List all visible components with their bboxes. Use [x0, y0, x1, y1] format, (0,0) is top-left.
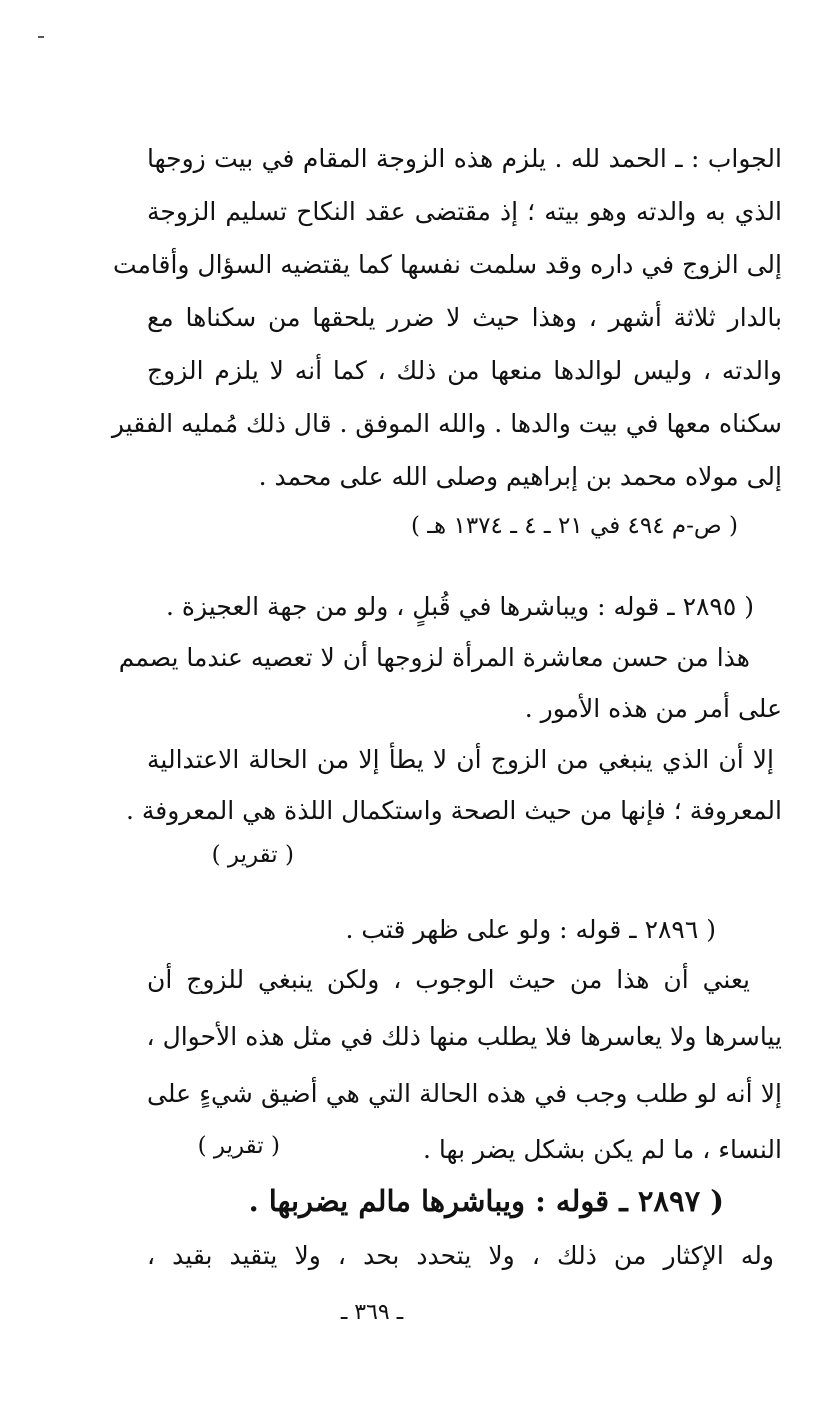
- text-line: سكناه معها في بيت والدها . والله الموفق . قال ذلك مُمليه الفقير: [111, 409, 782, 438]
- text-line: يعني أن هذا من حيث الوجوب ، ولكن ينبغي للزوج أن: [147, 965, 750, 994]
- text-line: إلا أن الذي ينبغي من الزوج أن لا يطأ إلا من الحالة الاعتدالية: [147, 745, 774, 774]
- text-line: المعروفة ؛ فإنها من حيث الصحة واستكمال اللذة هي المعروفة .: [125, 796, 782, 825]
- page-number: ـ ٣٦٩ ـ: [340, 1300, 404, 1325]
- text-line: إلى مولاه محمد بن إبراهيم وصلى الله على محمد .: [258, 462, 782, 491]
- heading-2897: ( ٢٨٩٧ ـ قوله : ويباشرها مالم يضربها .: [248, 1184, 724, 1218]
- text-line: يياسرها ولا يعاسرها فلا يطلب منها ذلك في مثل هذه الأحوال ،: [146, 1022, 782, 1051]
- text-line: الذي به والدته وهو بيته ؛ إذ مقتضى عقد النكاح تسليم الزوجة: [147, 197, 782, 226]
- heading-2895: ( ٢٨٩٥ ـ قوله : ويباشرها في قُبلٍ ، ولو من جهة العجيزة .: [166, 592, 754, 621]
- heading-2896: ( ٢٨٩٦ ـ قوله : ولو على ظهر قتب .: [345, 915, 716, 944]
- taqrir-label: ( تقرير ): [211, 842, 294, 868]
- source-reference: ( ص-م ٤٩٤ في ٢١ ـ ٤ ـ ١٣٧٤ هـ ): [411, 513, 738, 539]
- text-line: على أمر من هذه الأمور .: [524, 694, 782, 723]
- text-line: هذا من حسن معاشرة المرأة لزوجها أن لا تعصيه عندما يصمم: [118, 643, 750, 672]
- text-line: والدته ، وليس لوالدها منعها من ذلك ، كما أنه لا يلزم الزوج: [147, 356, 782, 385]
- text-line: وله الإكثار من ذلك ، ولا يتحدد بحد ، ولا يتقيد بقيد ،: [147, 1241, 774, 1270]
- text-line: بالدار ثلاثة أشهر ، وهذا حيث لا ضرر يلحقها من سكناها مع: [147, 303, 782, 332]
- text-line: النساء ، ما لم يكن بشكل يضر بها .: [423, 1135, 782, 1164]
- text-line: الجواب : ـ الحمد لله . يلزم هذه الزوجة المقام في بيت زوجها: [147, 144, 782, 173]
- taqrir-label: ( تقرير ): [197, 1133, 280, 1159]
- text-line: إلى الزوج في داره وقد سلمت نفسها كما يقتضيه السؤال وأقامت: [112, 250, 782, 279]
- scan-speck: [38, 36, 44, 38]
- text-line: إلا أنه لو طلب وجب في هذه الحالة التي هي أضيق شيءٍ على: [147, 1079, 782, 1108]
